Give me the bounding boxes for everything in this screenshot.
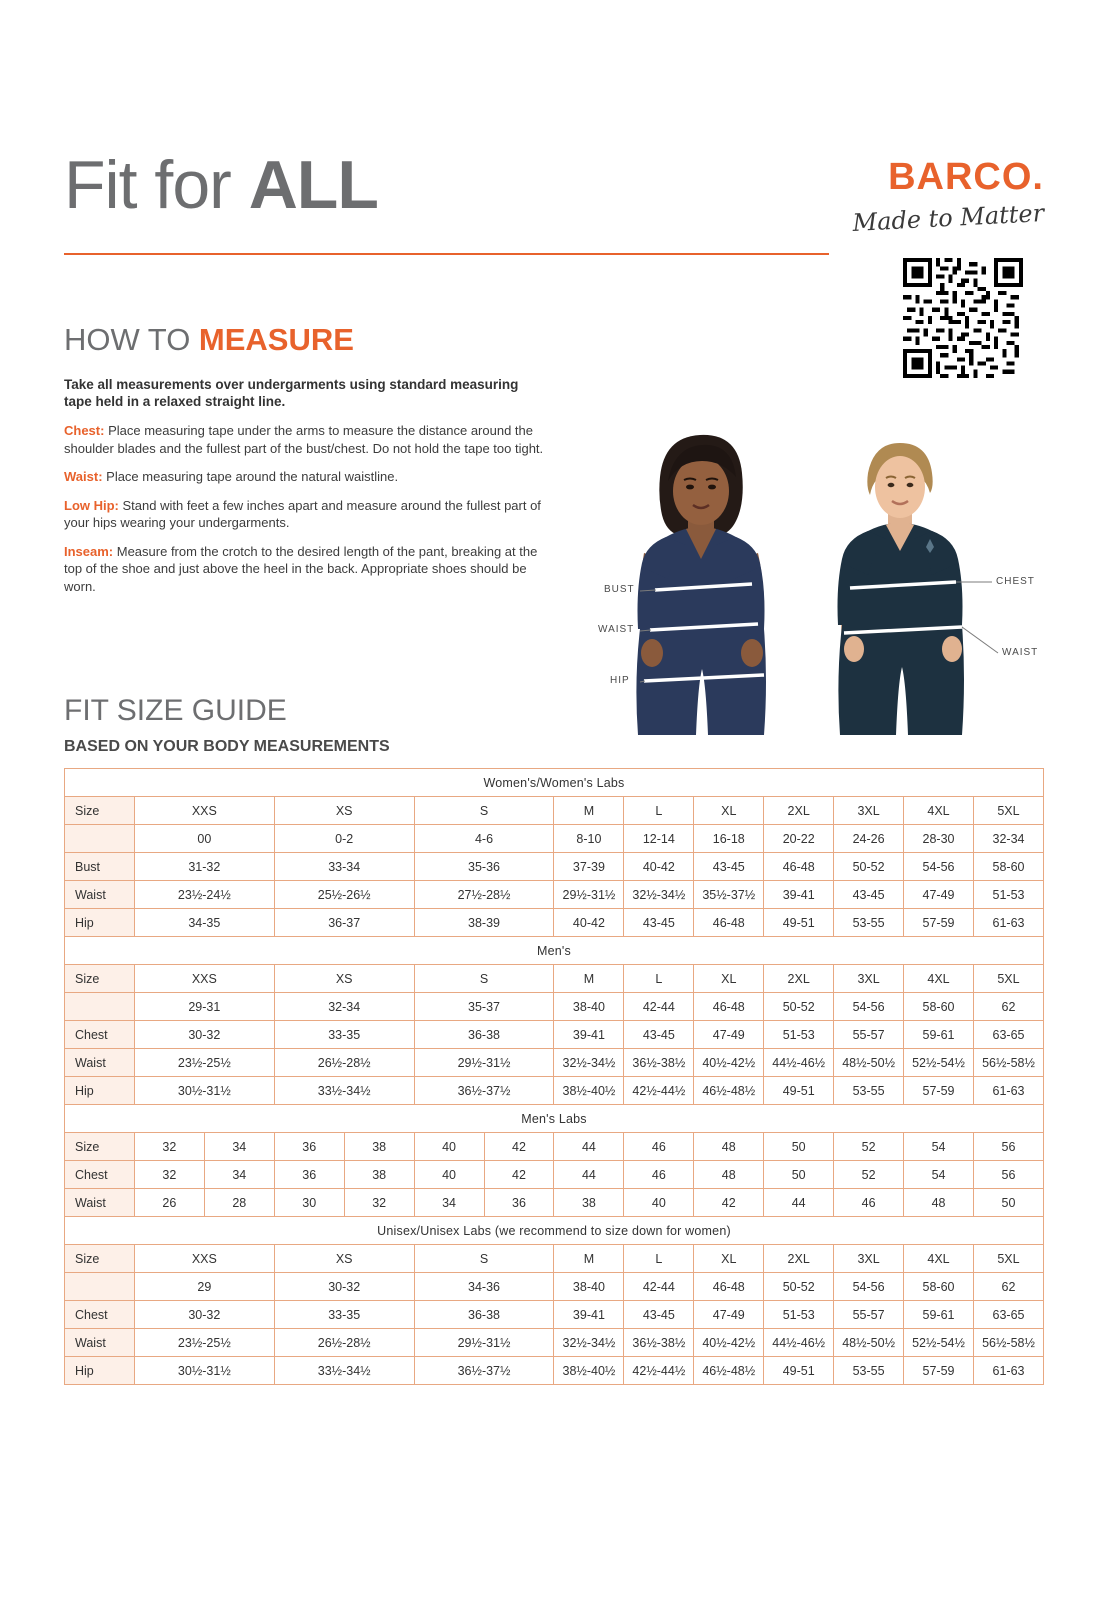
table-row xyxy=(65,1329,1044,1357)
table-cell: XXS xyxy=(134,1245,274,1273)
table-cell: 40½-42½ xyxy=(694,1329,764,1357)
table-cell: 32 xyxy=(134,1133,204,1161)
how-to-measure-heading-accent: MEASURE xyxy=(198,322,354,357)
table-cell: 36-37 xyxy=(274,909,414,937)
table-cell: 00 xyxy=(134,825,274,853)
table-cell: 32½-34½ xyxy=(554,1329,624,1357)
table-cell: 42 xyxy=(484,1133,554,1161)
how-to-measure-heading xyxy=(64,322,564,358)
table-cell: 53-55 xyxy=(834,1357,904,1385)
table-cell: 48 xyxy=(904,1189,974,1217)
table-cell: 51-53 xyxy=(973,881,1043,909)
table-cell: 48½-50½ xyxy=(834,1329,904,1357)
table-cell: 42 xyxy=(484,1161,554,1189)
table-cell: XS xyxy=(274,1245,414,1273)
measure-item-low-hip xyxy=(64,497,551,532)
table-cell: 56 xyxy=(973,1161,1043,1189)
table-cell: 58-60 xyxy=(973,853,1043,881)
table-cell: 2XL xyxy=(764,797,834,825)
table-cell: 32 xyxy=(134,1161,204,1189)
brand-logo xyxy=(744,156,1045,238)
section-header-label: Men's xyxy=(65,937,1044,965)
row-label xyxy=(65,825,135,853)
table-cell: 34 xyxy=(204,1133,274,1161)
row-label xyxy=(65,1273,135,1301)
table-cell: M xyxy=(554,797,624,825)
table-cell: 46½-48½ xyxy=(694,1357,764,1385)
table-cell: 34 xyxy=(204,1161,274,1189)
table-cell: 53-55 xyxy=(834,1077,904,1105)
table-cell: 59-61 xyxy=(904,1021,974,1049)
table-cell: 36-38 xyxy=(414,1301,554,1329)
table-cell: 4-6 xyxy=(414,825,554,853)
table-cell: XL xyxy=(694,1245,764,1273)
table-cell: 36½-37½ xyxy=(414,1357,554,1385)
label-hip: HIP xyxy=(610,675,630,686)
table-cell: 62 xyxy=(973,1273,1043,1301)
table-row xyxy=(65,1077,1044,1105)
table-cell: 48 xyxy=(694,1161,764,1189)
row-label: Chest xyxy=(65,1301,135,1329)
model-illustration xyxy=(600,425,1050,735)
label-chest: CHEST xyxy=(996,576,1035,587)
section-header-label: Men's Labs xyxy=(65,1105,1044,1133)
row-label: Waist xyxy=(65,1329,135,1357)
table-row xyxy=(65,1245,1044,1273)
table-cell: 25½-26½ xyxy=(274,881,414,909)
table-cell: 61-63 xyxy=(973,1077,1043,1105)
brand-tagline: Made to Matter xyxy=(851,199,1045,238)
table-cell: 30½-31½ xyxy=(134,1077,274,1105)
table-cell: 49-51 xyxy=(764,1077,834,1105)
table-cell: 42½-44½ xyxy=(624,1077,694,1105)
table-cell: 40 xyxy=(414,1133,484,1161)
table-cell: 33-35 xyxy=(274,1301,414,1329)
table-cell: 8-10 xyxy=(554,825,624,853)
table-row xyxy=(65,797,1044,825)
table-cell: 55-57 xyxy=(834,1021,904,1049)
table-cell: 63-65 xyxy=(973,1021,1043,1049)
qr-code-icon[interactable] xyxy=(903,258,1023,378)
table-cell: XXS xyxy=(134,965,274,993)
table-cell: 50 xyxy=(764,1133,834,1161)
table-cell: 62 xyxy=(973,993,1043,1021)
table-cell: 59-61 xyxy=(904,1301,974,1329)
table-cell: 30 xyxy=(274,1189,344,1217)
table-row xyxy=(65,965,1044,993)
table-cell: 50-52 xyxy=(834,853,904,881)
table-cell: 36 xyxy=(274,1161,344,1189)
table-cell: L xyxy=(624,1245,694,1273)
page-title-light: Fit for xyxy=(64,147,249,223)
table-cell: XXS xyxy=(134,797,274,825)
row-label: Waist xyxy=(65,1189,135,1217)
page-title-bold: ALL xyxy=(248,147,378,223)
table-cell: 47-49 xyxy=(904,881,974,909)
table-cell: 49-51 xyxy=(764,909,834,937)
table-cell: 38-40 xyxy=(554,993,624,1021)
table-row xyxy=(65,1357,1044,1385)
measure-item-low-hip-label: Low Hip: xyxy=(64,497,119,513)
table-cell: 27½-28½ xyxy=(414,881,554,909)
table-row xyxy=(65,1049,1044,1077)
table-cell: 38 xyxy=(344,1161,414,1189)
table-cell: 53-55 xyxy=(834,909,904,937)
table-row xyxy=(65,881,1044,909)
table-cell: 42½-44½ xyxy=(624,1357,694,1385)
table-cell: 52 xyxy=(834,1161,904,1189)
table-cell: 3XL xyxy=(834,965,904,993)
table-cell: 56½-58½ xyxy=(973,1049,1043,1077)
table-cell: 47-49 xyxy=(694,1021,764,1049)
table-cell: 42-44 xyxy=(624,993,694,1021)
measure-lead-text: Take all measurements over undergarments using standard measuring tape held in a relaxed straight line. xyxy=(64,377,519,409)
table-row xyxy=(65,1133,1044,1161)
table-cell: 40 xyxy=(414,1161,484,1189)
table-cell: 29½-31½ xyxy=(414,1329,554,1357)
table-cell: 42-44 xyxy=(624,1273,694,1301)
table-cell: 4XL xyxy=(904,1245,974,1273)
section-header-label: Unisex/Unisex Labs (we recommend to size down for women) xyxy=(65,1217,1044,1245)
table-cell: 54-56 xyxy=(834,993,904,1021)
table-cell: 31-32 xyxy=(134,853,274,881)
table-cell: 5XL xyxy=(973,797,1043,825)
table-cell: 38½-40½ xyxy=(554,1357,624,1385)
table-cell: 52½-54½ xyxy=(904,1329,974,1357)
table-cell: 57-59 xyxy=(904,1357,974,1385)
table-cell: 36½-37½ xyxy=(414,1077,554,1105)
table-cell: 54 xyxy=(904,1161,974,1189)
table-cell: 37-39 xyxy=(554,853,624,881)
section-header-label: Women's/Women's Labs xyxy=(65,769,1044,797)
table-cell: 30½-31½ xyxy=(134,1357,274,1385)
fit-size-guide-title: FIT SIZE GUIDE xyxy=(64,694,287,727)
size-chart-body xyxy=(65,769,1044,1385)
table-cell: 50-52 xyxy=(764,993,834,1021)
table-row xyxy=(65,1301,1044,1329)
table-cell: 23½-25½ xyxy=(134,1329,274,1357)
table-cell: 29-31 xyxy=(134,993,274,1021)
table-cell: 36½-38½ xyxy=(624,1329,694,1357)
how-to-measure-section xyxy=(64,322,564,606)
section-header-row xyxy=(65,937,1044,965)
row-label xyxy=(65,993,135,1021)
table-cell: 61-63 xyxy=(973,909,1043,937)
table-cell: 38½-40½ xyxy=(554,1077,624,1105)
row-label: Waist xyxy=(65,881,135,909)
table-cell: 35½-37½ xyxy=(694,881,764,909)
measure-item-inseam-text: Measure from the crotch to the desired length of the pant, breaking at the top of the shoe and just above the heel in the back. Appropriate shoes should be worn. xyxy=(64,543,538,594)
row-label: Hip xyxy=(65,909,135,937)
table-cell: 33-34 xyxy=(274,853,414,881)
table-cell: 43-45 xyxy=(624,1021,694,1049)
table-cell: 28 xyxy=(204,1189,274,1217)
row-label: Size xyxy=(65,965,135,993)
brand-name: BARCO. xyxy=(888,156,1044,198)
section-header-row xyxy=(65,1105,1044,1133)
table-cell: 51-53 xyxy=(764,1301,834,1329)
label-waist-female: WAIST xyxy=(598,624,635,635)
table-cell: 39-41 xyxy=(764,881,834,909)
table-cell: 38-40 xyxy=(554,1273,624,1301)
table-cell: 54 xyxy=(904,1133,974,1161)
table-cell: 44½-46½ xyxy=(764,1329,834,1357)
measure-item-waist-text: Place measuring tape around the natural waistline. xyxy=(102,469,399,484)
table-cell: 29 xyxy=(134,1273,274,1301)
size-tables xyxy=(64,768,1044,1385)
table-cell: 36 xyxy=(484,1189,554,1217)
qr-code-graphic xyxy=(903,258,1023,378)
table-cell: 16-18 xyxy=(694,825,764,853)
row-label: Hip xyxy=(65,1357,135,1385)
table-cell: XS xyxy=(274,965,414,993)
table-cell: 36½-38½ xyxy=(624,1049,694,1077)
table-row xyxy=(65,853,1044,881)
measure-item-chest-text: Place measuring tape under the arms to measure the distance around the shoulder blades and the fullest part of the bust/chest. Do not hold the tape too tight. xyxy=(64,423,544,456)
table-cell: 40-42 xyxy=(624,853,694,881)
measure-item-low-hip-text: Stand with feet a few inches apart and measure around the fullest part of your hips wearing your undergarments. xyxy=(64,497,541,530)
table-cell: 28-30 xyxy=(904,825,974,853)
row-label: Size xyxy=(65,1133,135,1161)
table-cell: 51-53 xyxy=(764,1021,834,1049)
table-cell: 44 xyxy=(554,1161,624,1189)
table-cell: S xyxy=(414,797,554,825)
table-cell: 55-57 xyxy=(834,1301,904,1329)
table-cell: 26½-28½ xyxy=(274,1049,414,1077)
table-cell: 33½-34½ xyxy=(274,1077,414,1105)
row-label: Chest xyxy=(65,1021,135,1049)
models-graphic xyxy=(600,425,1050,735)
table-cell: 5XL xyxy=(973,965,1043,993)
table-cell: 3XL xyxy=(834,1245,904,1273)
table-cell: 42 xyxy=(694,1189,764,1217)
table-cell: 39-41 xyxy=(554,1021,624,1049)
measure-item-waist-label: Waist: xyxy=(64,469,103,484)
table-cell: 24-26 xyxy=(834,825,904,853)
table-cell: 34-35 xyxy=(134,909,274,937)
table-cell: 43-45 xyxy=(834,881,904,909)
table-row xyxy=(65,825,1044,853)
measure-item-chest-label: Chest: xyxy=(64,423,105,438)
table-cell: M xyxy=(554,1245,624,1273)
table-cell: 40½-42½ xyxy=(694,1049,764,1077)
table-cell: 44½-46½ xyxy=(764,1049,834,1077)
table-cell: 26 xyxy=(134,1189,204,1217)
table-cell: 4XL xyxy=(904,797,974,825)
table-cell: 34 xyxy=(414,1189,484,1217)
table-cell: 12-14 xyxy=(624,825,694,853)
table-row xyxy=(65,1273,1044,1301)
table-row xyxy=(65,1161,1044,1189)
row-label: Chest xyxy=(65,1161,135,1189)
table-cell: XS xyxy=(274,797,414,825)
table-cell: 46-48 xyxy=(694,909,764,937)
table-cell: 34-36 xyxy=(414,1273,554,1301)
page-header xyxy=(64,147,1045,265)
table-cell: 56 xyxy=(973,1133,1043,1161)
table-cell: L xyxy=(624,797,694,825)
table-cell: 38 xyxy=(554,1189,624,1217)
table-cell: 30-32 xyxy=(134,1021,274,1049)
row-label: Bust xyxy=(65,853,135,881)
table-cell: 32-34 xyxy=(973,825,1043,853)
table-cell: 30-32 xyxy=(134,1301,274,1329)
table-cell: 33-35 xyxy=(274,1021,414,1049)
measure-item-inseam-label: Inseam: xyxy=(64,543,114,559)
table-cell: 43-45 xyxy=(624,1301,694,1329)
table-row xyxy=(65,993,1044,1021)
measure-item-waist xyxy=(64,468,551,486)
table-cell: 38-39 xyxy=(414,909,554,937)
table-cell: 40 xyxy=(624,1189,694,1217)
measure-item-chest xyxy=(64,422,551,457)
table-cell: 50 xyxy=(764,1161,834,1189)
table-cell: 57-59 xyxy=(904,1077,974,1105)
table-cell: 49-51 xyxy=(764,1357,834,1385)
table-cell: 44 xyxy=(764,1189,834,1217)
table-cell: 43-45 xyxy=(624,909,694,937)
table-cell: S xyxy=(414,1245,554,1273)
section-header-row xyxy=(65,1217,1044,1245)
table-cell: 2XL xyxy=(764,965,834,993)
table-cell: 32 xyxy=(344,1189,414,1217)
table-cell: XL xyxy=(694,797,764,825)
table-cell: 52 xyxy=(834,1133,904,1161)
table-cell: 36-38 xyxy=(414,1021,554,1049)
row-label: Hip xyxy=(65,1077,135,1105)
table-cell: 23½-24½ xyxy=(134,881,274,909)
table-cell: 32-34 xyxy=(274,993,414,1021)
table-cell: 29½-31½ xyxy=(554,881,624,909)
section-header-row xyxy=(65,769,1044,797)
fit-size-guide-subtitle: BASED ON YOUR BODY MEASUREMENTS xyxy=(64,738,390,755)
label-bust: BUST xyxy=(604,584,635,595)
table-cell: 48 xyxy=(694,1133,764,1161)
row-label: Size xyxy=(65,1245,135,1273)
measure-item-inseam xyxy=(64,543,551,596)
table-cell: 63-65 xyxy=(973,1301,1043,1329)
table-cell: L xyxy=(624,965,694,993)
table-cell: 4XL xyxy=(904,965,974,993)
table-cell: 54-56 xyxy=(834,1273,904,1301)
table-cell: 5XL xyxy=(973,1245,1043,1273)
table-cell: 30-32 xyxy=(274,1273,414,1301)
table-cell: S xyxy=(414,965,554,993)
table-cell: 36 xyxy=(274,1133,344,1161)
table-cell: 26½-28½ xyxy=(274,1329,414,1357)
table-cell: XL xyxy=(694,965,764,993)
table-cell: 58-60 xyxy=(904,993,974,1021)
table-cell: 2XL xyxy=(764,1245,834,1273)
table-cell: 35-36 xyxy=(414,853,554,881)
table-cell: 3XL xyxy=(834,797,904,825)
table-cell: 46-48 xyxy=(764,853,834,881)
table-cell: 20-22 xyxy=(764,825,834,853)
table-cell: 29½-31½ xyxy=(414,1049,554,1077)
table-cell: 39-41 xyxy=(554,1301,624,1329)
table-cell: 43-45 xyxy=(694,853,764,881)
table-cell: 61-63 xyxy=(973,1357,1043,1385)
table-cell: 33½-34½ xyxy=(274,1357,414,1385)
table-cell: 50 xyxy=(973,1189,1043,1217)
table-cell: 46½-48½ xyxy=(694,1077,764,1105)
table-cell: 32½-34½ xyxy=(554,1049,624,1077)
table-cell: 0-2 xyxy=(274,825,414,853)
how-to-measure-heading-grey: HOW TO xyxy=(64,322,199,357)
table-row xyxy=(65,1021,1044,1049)
header-divider xyxy=(64,253,829,255)
table-cell: 38 xyxy=(344,1133,414,1161)
label-waist-male: WAIST xyxy=(1002,647,1039,658)
table-row xyxy=(65,909,1044,937)
table-cell: 54-56 xyxy=(904,853,974,881)
table-cell: 47-49 xyxy=(694,1301,764,1329)
table-cell: 23½-25½ xyxy=(134,1049,274,1077)
size-chart-table xyxy=(64,768,1044,1385)
table-cell: M xyxy=(554,965,624,993)
table-cell: 46 xyxy=(834,1189,904,1217)
row-label: Size xyxy=(65,797,135,825)
table-cell: 48½-50½ xyxy=(834,1049,904,1077)
table-cell: 46-48 xyxy=(694,1273,764,1301)
table-cell: 44 xyxy=(554,1133,624,1161)
table-cell: 46 xyxy=(624,1133,694,1161)
table-cell: 57-59 xyxy=(904,909,974,937)
table-cell: 35-37 xyxy=(414,993,554,1021)
row-label: Waist xyxy=(65,1049,135,1077)
table-cell: 40-42 xyxy=(554,909,624,937)
table-cell: 52½-54½ xyxy=(904,1049,974,1077)
table-row xyxy=(65,1189,1044,1217)
table-cell: 46-48 xyxy=(694,993,764,1021)
table-cell: 56½-58½ xyxy=(973,1329,1043,1357)
table-cell: 58-60 xyxy=(904,1273,974,1301)
table-cell: 32½-34½ xyxy=(624,881,694,909)
table-cell: 50-52 xyxy=(764,1273,834,1301)
table-cell: 46 xyxy=(624,1161,694,1189)
